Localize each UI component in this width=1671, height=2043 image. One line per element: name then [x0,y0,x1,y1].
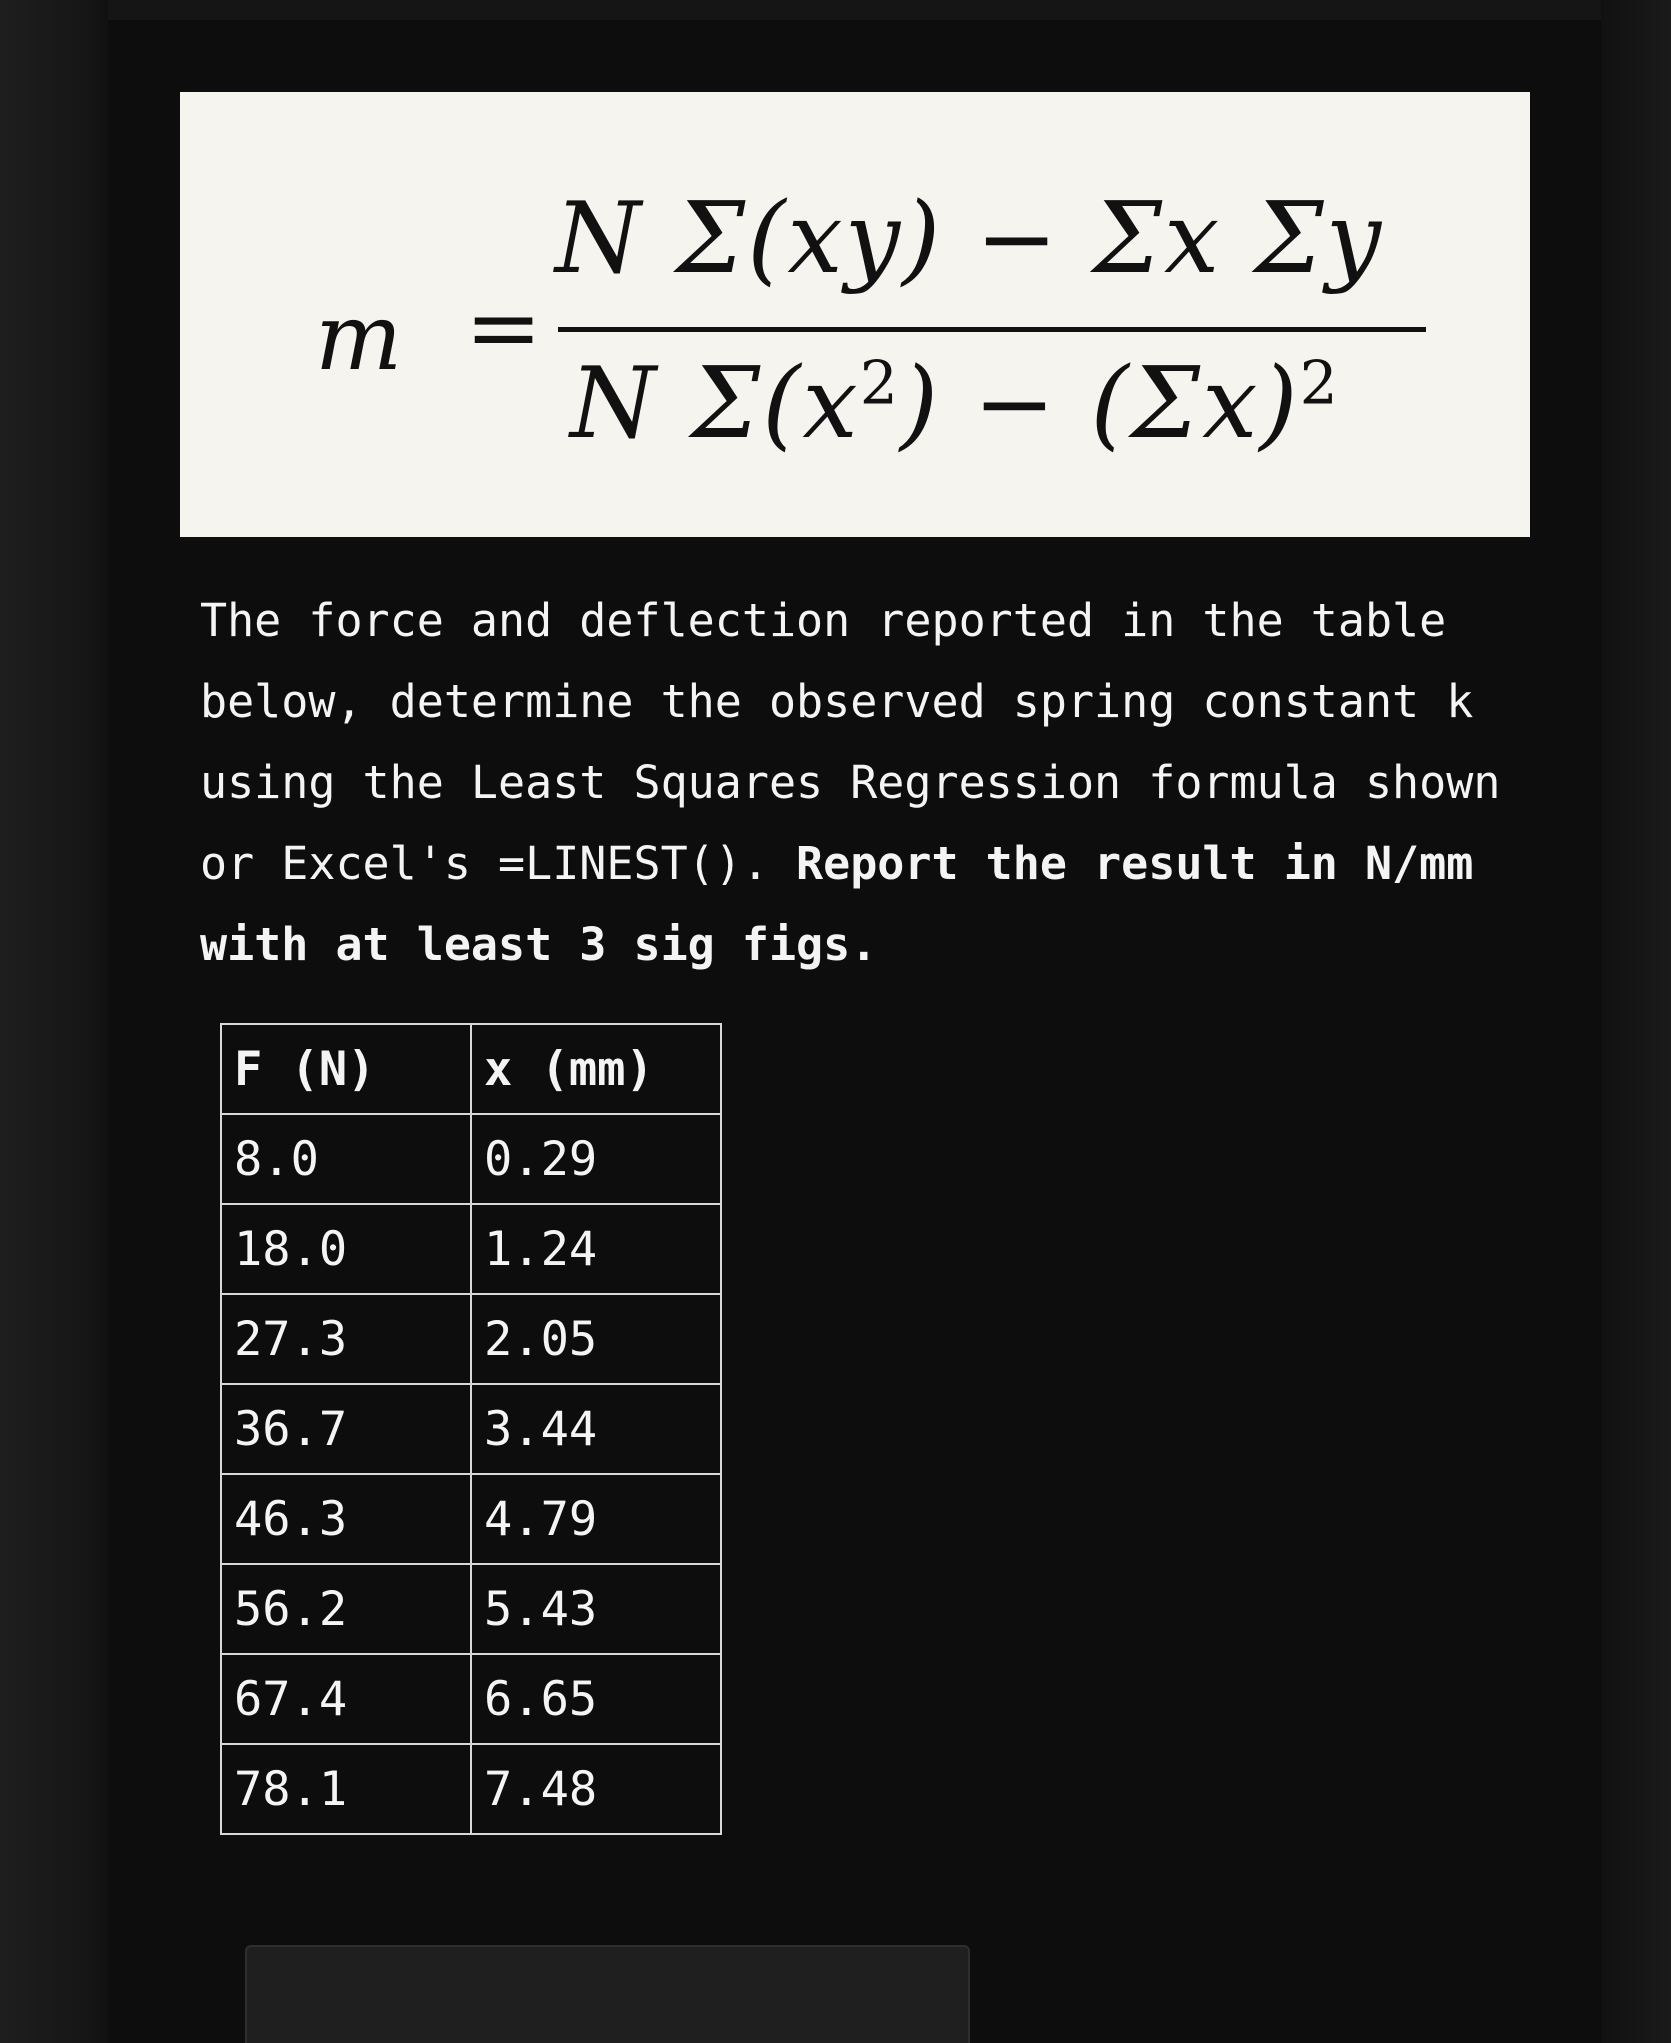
fraction-bar [558,327,1426,332]
cell-deflection: 3.44 [471,1384,721,1474]
question-text [200,580,1528,985]
cell-force: 36.7 [221,1384,471,1474]
table-row [221,1294,721,1384]
cell-deflection: 7.48 [471,1744,721,1834]
force-deflection-table [220,1023,722,1835]
cell-deflection: 1.24 [471,1204,721,1294]
table-header-row [221,1024,721,1114]
table-row [221,1204,721,1294]
table-row [221,1654,721,1744]
formula-lhs: m [315,284,403,391]
table-row [221,1744,721,1834]
table-row [221,1114,721,1204]
denominator-prefix: N Σ(x [570,347,860,461]
cell-deflection: 2.05 [471,1294,721,1384]
cell-force: 18.0 [221,1204,471,1294]
formula-image [180,92,1530,537]
table-row [221,1564,721,1654]
answer-input[interactable] [245,1945,970,2043]
header-force: F (N) [221,1024,471,1114]
denominator-exponent-2: 2 [1299,348,1340,419]
monitor-bezel-top [108,0,1601,20]
cell-force: 78.1 [221,1744,471,1834]
formula-equals: = [465,274,543,381]
cell-deflection: 5.43 [471,1564,721,1654]
formula-denominator [570,347,1340,461]
cell-force: 67.4 [221,1654,471,1744]
monitor-bezel-right [1601,0,1671,2043]
denominator-exponent-1: 2 [859,348,900,419]
monitor-bezel-left [0,0,108,2043]
cell-force: 46.3 [221,1474,471,1564]
denominator-middle: ) − (Σx) [899,347,1300,461]
least-squares-formula [180,92,1530,537]
question-normal-text: The force and deflection reported in the table below, determine the observed spring constant k using the Least Squares Regression formula shown or Excel's =LINEST(). [200,594,1528,890]
cell-deflection: 0.29 [471,1114,721,1204]
cell-force: 56.2 [221,1564,471,1654]
header-deflection: x (mm) [471,1024,721,1114]
cell-force: 27.3 [221,1294,471,1384]
cell-deflection: 6.65 [471,1654,721,1744]
question-bold-text: Report the result in N/mm with at least 3 sig figs. [200,837,1501,971]
cell-deflection: 4.79 [471,1474,721,1564]
formula-numerator: N Σ(xy) − Σx Σy [555,182,1384,296]
table-row [221,1384,721,1474]
table-row [221,1474,721,1564]
cell-force: 8.0 [221,1114,471,1204]
